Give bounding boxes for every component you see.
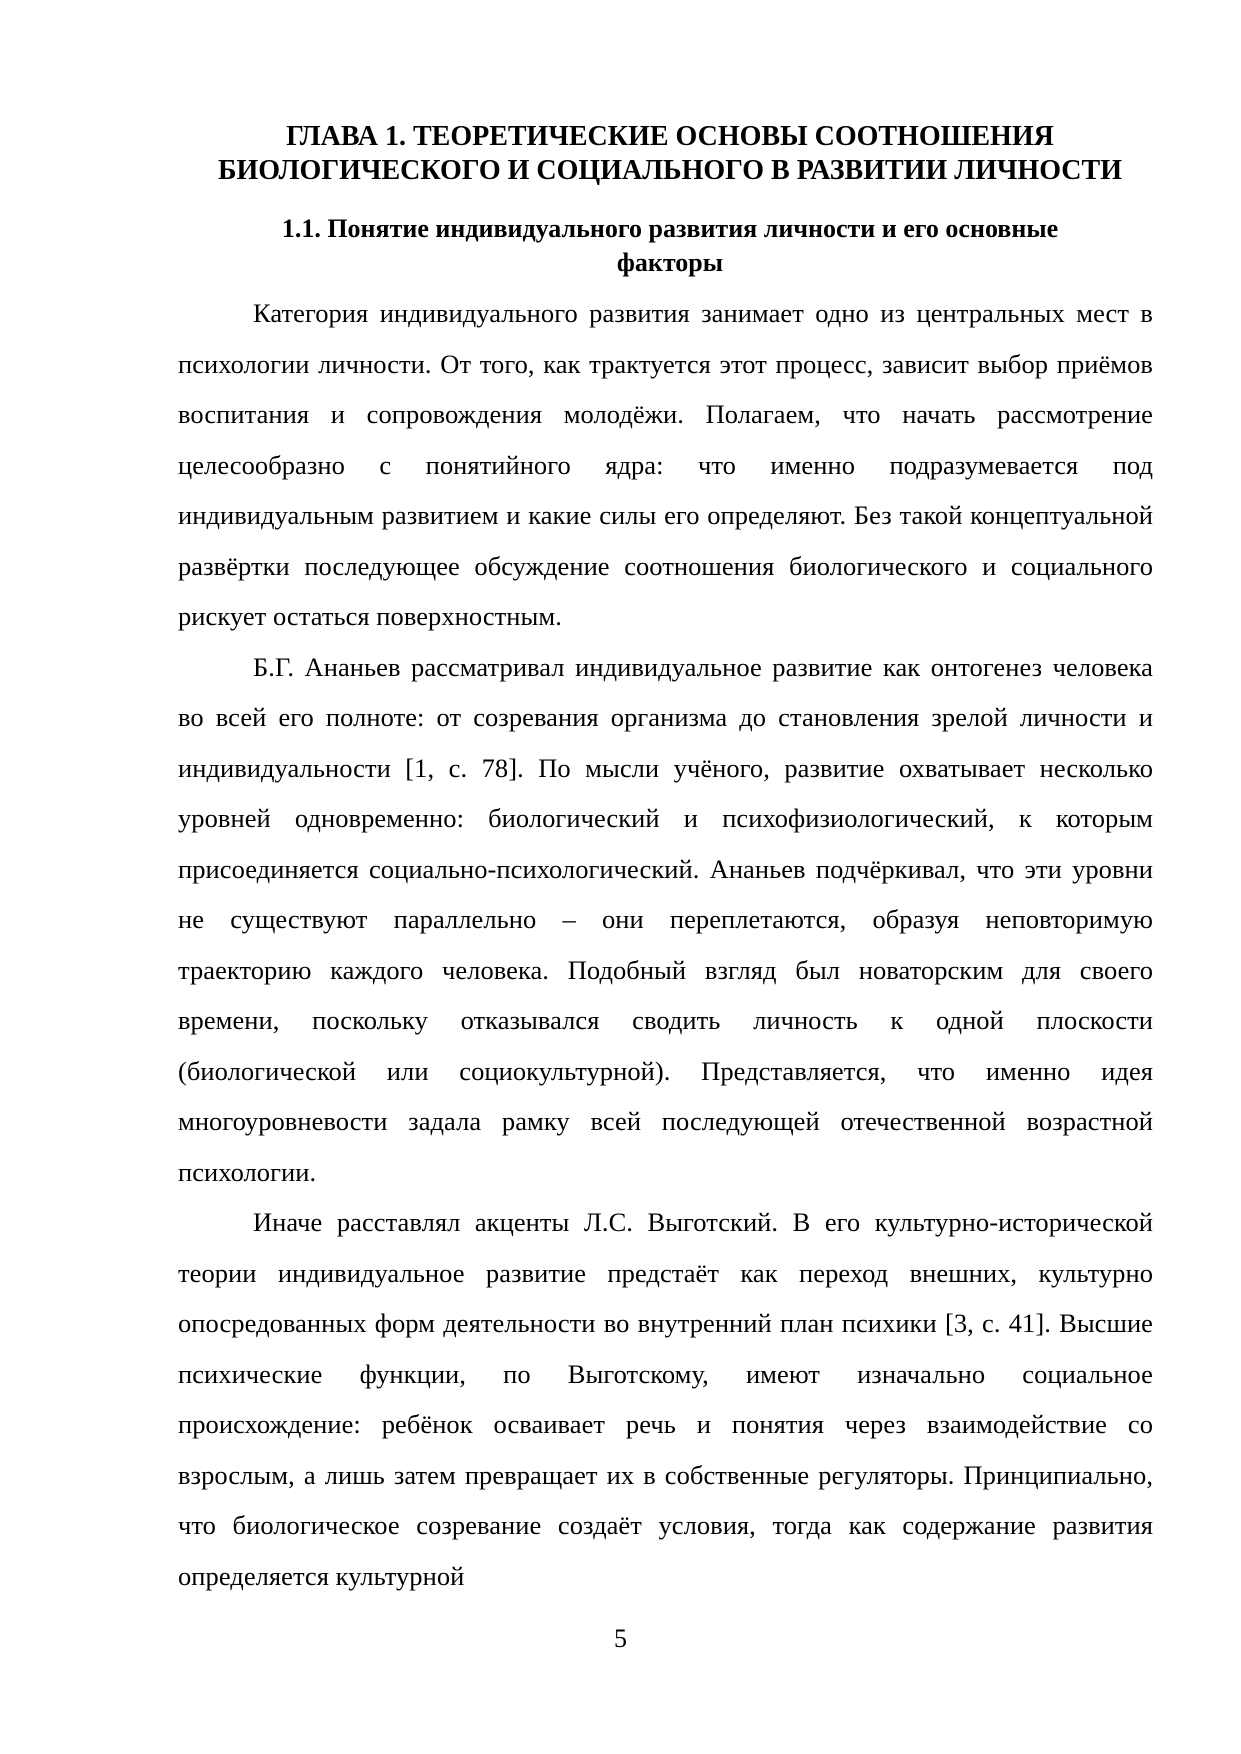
body-text [178,288,1153,1601]
chapter-title-line-2: БИОЛОГИЧЕСКОГО И СОЦИАЛЬНОГО В РАЗВИТИИ ЛИЧНОСТИ [218,155,1122,186]
section-title [180,212,1160,280]
paragraph-1: Категория индивидуального развития занимает одно из центральных мест в психологии личности. От того, как трактуется этот процесс, зависит выбор приёмов воспитания и сопровождения молодёжи. Полагаем, что начать рассмотрение целесообразно с понятийного ядра: что именно подразумевается под индивидуальным развитием и какие силы его определяют. Без такой концептуальной развёртки последующее обсуждение соотношения биологического и социального рискует остаться поверхностным. [178,298,1153,631]
section-title-line-2: факторы [616,248,724,277]
paragraph-3: Иначе расставлял акценты Л.С. Выготский. В его культурно-исторической теории индивидуальное развитие предстаёт как переход внешних, культурно опосредованных форм деятельности во внутренний план психики [3, с. 41]. Высшие психические функции, по Выготскому, имеют изначально социальное происхождение: ребёнок осваивает речь и понятия через взаимодействие со взрослым, а лишь затем превращает их в собственные регуляторы. Принципиально, что биологическое созревание создаёт условия, тогда как содержание развития определяется культурной [178,1207,1153,1591]
chapter-title [150,120,1190,188]
chapter-title-line-1: ГЛАВА 1. ТЕОРЕТИЧЕСКИЕ ОСНОВЫ СООТНОШЕНИЯ [286,121,1054,152]
section-title-line-1: 1.1. Понятие индивидуального развития личности и его основные [281,214,1059,243]
paragraph-2: Б.Г. Ананьев рассматривал индивидуальное развитие как онтогенез человека во всей его полноте: от созревания организма до становления зрелой личности и индивидуальности [1, с. 78]. По мысли учёного, развитие охватывает несколько уровней одновременно: биологический и психофизиологический, к которым присоединяется социально-психологический. Ананьев подчёркивал, что эти уровни не существуют параллельно – они переплетаются, образуя неповторимую траекторию каждого человека. Подобный взгляд был новаторским для своего времени, поскольку отказывался сводить личность к одной плоскости (биологической или социокультурной). Представляется, что именно идея многоуровневости задала рамку всей последующей отечественной возрастной психологии. [178,651,1153,1187]
page-number: 5 [614,1624,627,1653]
